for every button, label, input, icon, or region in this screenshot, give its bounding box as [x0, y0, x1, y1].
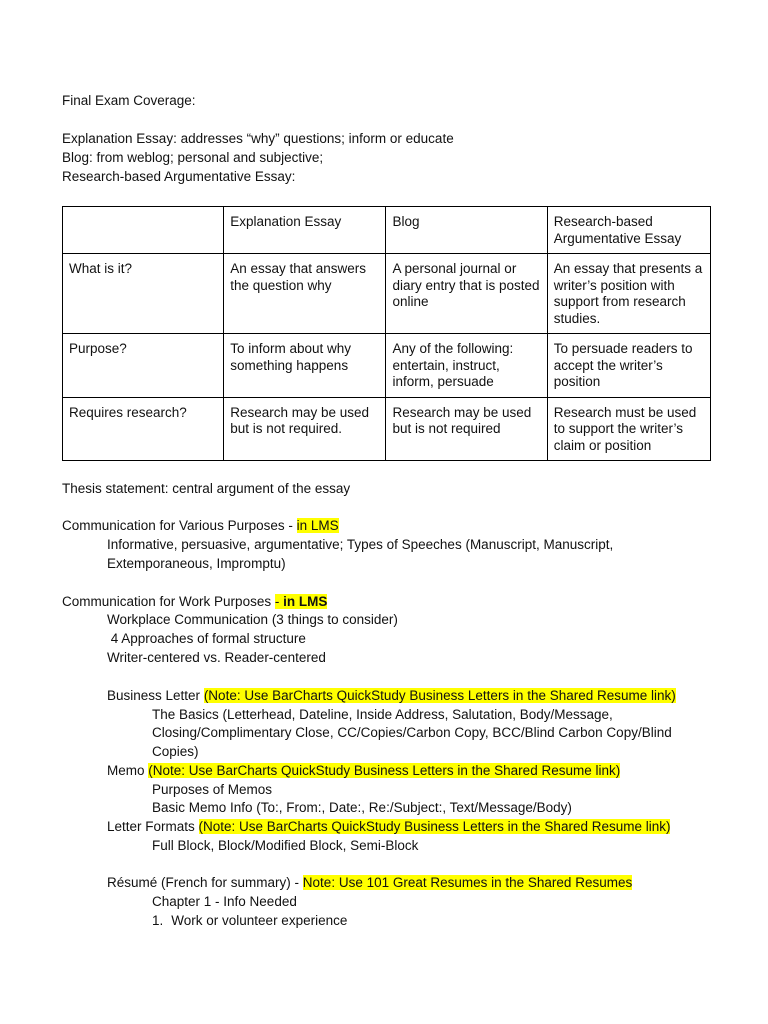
table-cell: An essay that presents a writer’s position with support from research studies.: [547, 254, 710, 334]
table-header-cell: Explanation Essay: [224, 207, 386, 254]
comm-work-label: Communication for Work Purposes: [62, 594, 275, 609]
resume-note: Note: Use 101 Great Resumes in the Shared Resumes: [302, 875, 633, 890]
comparison-table: [62, 206, 711, 461]
comm-work-item: Writer-centered vs. Reader-centered: [107, 650, 326, 665]
table-row: [63, 207, 711, 254]
table-row-label: What is it?: [63, 254, 224, 334]
table-header-cell: Blog: [386, 207, 547, 254]
comm-various-heading: [62, 517, 339, 536]
comm-various-sub-1: Informative, persuasive, argumentative; Types of Speeches (Manuscript, Manuscript,: [107, 537, 614, 552]
comm-work-heading: [62, 593, 327, 612]
table-cell: An essay that answers the question why: [224, 254, 386, 334]
memo-note: (Note: Use BarCharts QuickStudy Business Letters in the Shared Resume link): [148, 763, 621, 778]
resume-chapter: Chapter 1 - Info Needed: [152, 894, 297, 909]
business-letter-note: (Note: Use BarCharts QuickStudy Business Letters in the Shared Resume link): [203, 688, 676, 703]
memo-heading: [107, 762, 620, 781]
table-cell: Research may be used but is not required: [386, 397, 547, 461]
table-header-cell: Research-based Argumentative Essay: [547, 207, 710, 254]
doc-title: Final Exam Coverage:: [62, 93, 196, 108]
comm-work-dash: -: [274, 594, 284, 609]
table-row: [63, 334, 711, 398]
intro-explanation: Explanation Essay: addresses “why” questions; inform or educate: [62, 131, 454, 146]
business-letter-basics-3: Copies): [152, 744, 199, 759]
comm-various-sub-2: Extemporaneous, Impromptu): [107, 556, 286, 571]
memo-item: Basic Memo Info (To:, From:, Date:, Re:/Subject:, Text/Message/Body): [152, 800, 572, 815]
business-letter-heading: [107, 687, 676, 706]
comm-work-item: Workplace Communication (3 things to consider): [107, 612, 398, 627]
list-number: 1.: [152, 913, 164, 928]
business-letter-label: Business Letter: [107, 688, 204, 703]
resume-list-item: [152, 912, 347, 931]
table-row: [63, 397, 711, 461]
intro-research: Research-based Argumentative Essay:: [62, 169, 296, 184]
letter-formats-item: Full Block, Block/Modified Block, Semi-Block: [152, 838, 419, 853]
table-cell: Research may be used but is not required.: [224, 397, 386, 461]
comm-various-label: Communication for Various Purposes -: [62, 518, 297, 533]
business-letter-basics-1: The Basics (Letterhead, Dateline, Inside Address, Salutation, Body/Message,: [152, 707, 613, 722]
comm-various-highlight: in LMS: [296, 518, 339, 533]
comm-work-highlight: in LMS: [283, 594, 328, 609]
letter-formats-heading: [107, 818, 670, 837]
memo-label: Memo: [107, 763, 149, 778]
memo-item: Purposes of Memos: [152, 782, 273, 797]
table-row-label: Requires research?: [63, 397, 224, 461]
table-cell: [63, 207, 224, 254]
table-cell: Any of the following: entertain, instruct, inform, persuade: [386, 334, 547, 398]
table-cell: A personal journal or diary entry that is posted online: [386, 254, 547, 334]
resume-heading: [107, 874, 632, 893]
table-cell: To inform about why something happens: [224, 334, 386, 398]
letter-formats-label: Letter Formats: [107, 819, 199, 834]
intro-blog: Blog: from weblog; personal and subjective;: [62, 150, 324, 165]
table-cell: Research must be used to support the writer’s claim or position: [547, 397, 710, 461]
list-item-text: Work or volunteer experience: [171, 913, 348, 928]
table-cell: To persuade readers to accept the writer’s position: [547, 334, 710, 398]
business-letter-basics-2: Closing/Complimentary Close, CC/Copies/Carbon Copy, BCC/Blind Carbon Copy/Blind: [152, 725, 672, 740]
table-row: [63, 254, 711, 334]
comm-work-item: 4 Approaches of formal structure: [107, 631, 306, 646]
table-row-label: Purpose?: [63, 334, 224, 398]
letter-formats-note: (Note: Use BarCharts QuickStudy Business Letters in the Shared Resume link): [198, 819, 671, 834]
resume-label: Résumé (French for summary) -: [107, 875, 303, 890]
thesis-statement: Thesis statement: central argument of the essay: [62, 481, 351, 496]
